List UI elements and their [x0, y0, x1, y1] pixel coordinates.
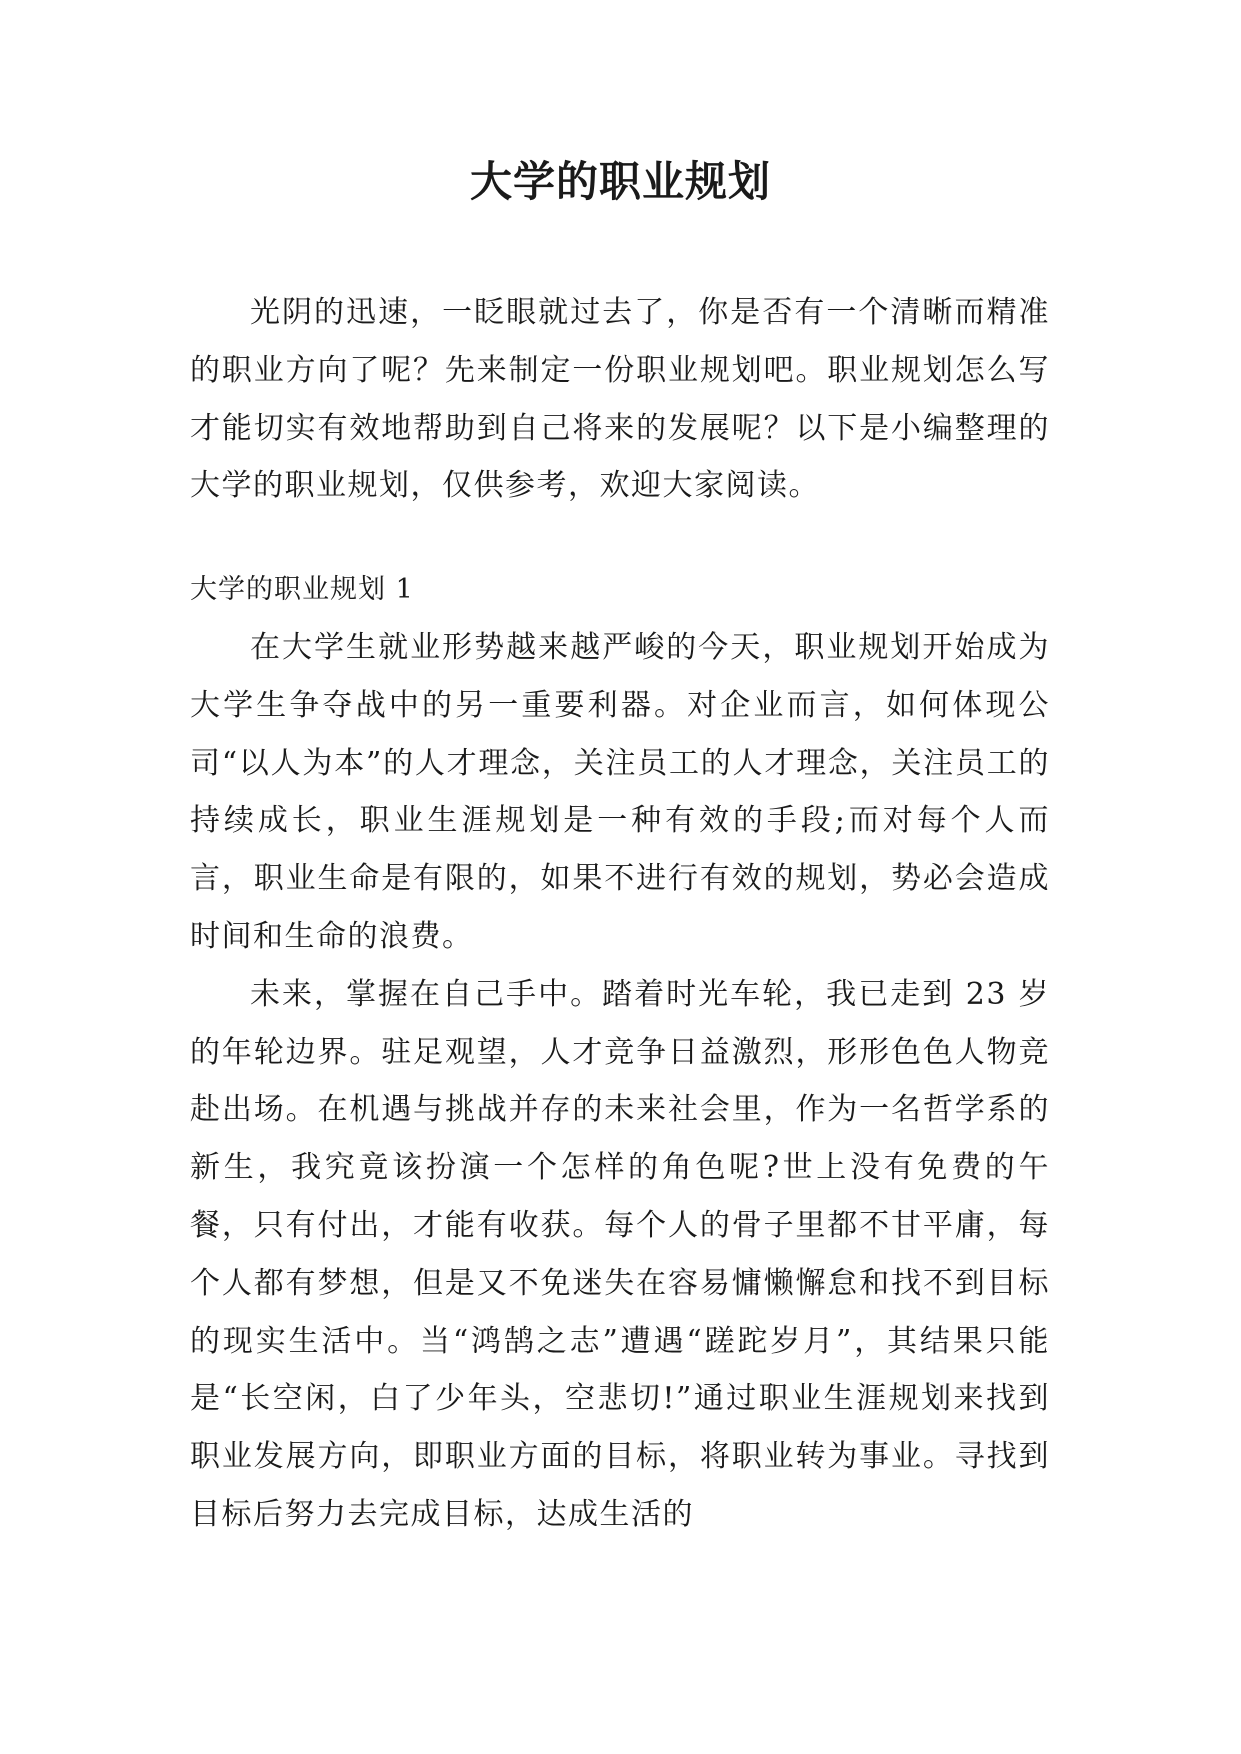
body-paragraph-1: 在大学生就业形势越来越严峻的今天，职业规划开始成为大学生争夺战中的另一重要利器。对企业而言，如何体现公司“以人为本”的人才理念，关注员工的人才理念，关注员工的持续成长，职业生涯规划是一种有效的手段;而对每个人而言，职业生命是有限的，如果不进行有效的规划，势必会造成时间和生命的浪费。 [190, 629, 1050, 954]
section-heading: 大学的职业规划 1 [190, 574, 414, 606]
body-paragraph-2: 未来，掌握在自己手中。踏着时光车轮，我已走到 23 岁的年轮边界。驻足观望，人才竞争日益激烈，形形色色人物竞赴出场。在机遇与挑战并存的未来社会里，作为一名哲学系的新生，我究竟该扮演一个怎样的角色呢?世上没有免费的午餐，只有付出，才能有收获。每个人的骨子里都不甘平庸，每个人都有梦想，但是又不免迷失在容易慵懒懈怠和找不到目标的现实生活中。当“鸿鹄之志”遭遇“蹉跎岁月”，其结果只能是“长空闲，白了少年头，空悲切!”通过职业生涯规划来找到职业发展方向，即职业方面的目标，将职业转为事业。寻找到目标后努力去完成目标，达成生活的 [190, 976, 1050, 1532]
document-body [190, 284, 1050, 1544]
intro-paragraph: 光阴的迅速，一眨眼就过去了，你是否有一个清晰而精准的职业方向了呢？先来制定一份职业规划吧。职业规划怎么写才能切实有效地帮助到自己将来的发展呢？以下是小编整理的大学的职业规划，仅供参考，欢迎大家阅读。 [190, 295, 1050, 504]
document-title: 大学的职业规划 [469, 157, 771, 206]
